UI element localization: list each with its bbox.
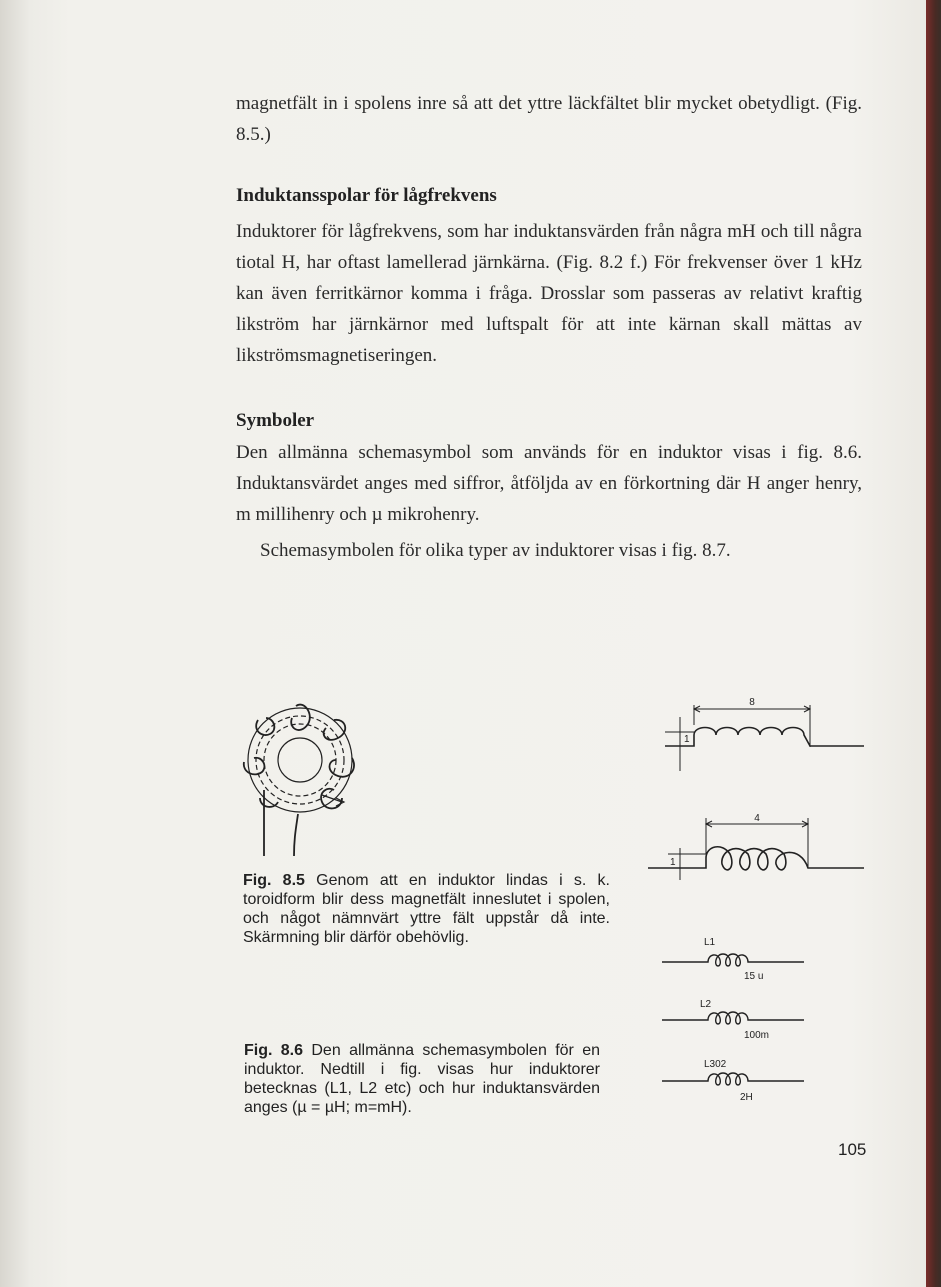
section-heading-lowfreq: Induktansspolar för lågfrekvens [236,185,497,206]
paragraph-intro: magnetfält in i spolens inre så att det yttre läckfältet blir mycket obetydligt. (Fig. 8.5.) [236,93,862,145]
dimension-height-label: 1 [684,734,690,745]
inductor-designation-label: L1 [704,937,716,948]
inductor-symbol-dimensioned-4 [640,812,870,882]
inductance-value-label: 100m [744,1030,770,1041]
figure-8-6-caption [244,1041,600,1117]
inductance-value-label: 2H [740,1092,753,1103]
figure-8-6-text: Den allmänna schemasymbolen för en induktor. Nedtill i fig. visas hur induktorer betecknas (L1, L2 etc) och hur induktansvärden anges (µ = µH; m=mH). [244,1042,600,1116]
paragraph-symbols-ref: Schemasymbolen för olika typer av induktorer visas i fig. 8.7. [260,540,731,561]
inductor-symbol-l302 [660,1054,820,1104]
toroid-inductor-drawing [238,698,368,858]
figure-8-6-label: Fig. 8.6 [244,1042,304,1059]
figure-8-5-text: Genom att en induktor lindas i s. k. toroidform blir dess magnetfält inneslutet i spolen, och något nämnvärt yttre fält uppstår då inte. Skärmning blir därför obehövlig. [243,872,611,946]
figure-8-5-label: Fig. 8.5 [243,872,305,889]
inductor-symbol-l2 [660,994,820,1044]
inductor-symbol-dimensioned-8 [660,695,870,775]
inductor-designation-label: L2 [700,999,712,1010]
figure-8-5-caption [243,871,610,947]
dimension-width-label: 8 [749,697,755,708]
inductor-designation-label: L302 [704,1059,727,1070]
inductor-symbol-l1 [660,934,820,984]
book-cover-edge [926,0,941,1287]
dimension-height-label: 1 [670,857,676,868]
dimension-width-label: 4 [754,813,760,824]
section-heading-symbols: Symboler [236,410,315,431]
paragraph-symbols: Den allmänna schemasymbol som används för en induktor visas i fig. 8.6. Induktansvärdet anges med siffror, åtföljda av en förkortning där H anger henry, m millihenry och µ mikrohenry. [236,442,862,525]
inductance-value-label: 15 u [744,971,764,982]
paragraph-lowfreq: Induktorer för lågfrekvens, som har induktansvärden från några mH och till några tiotal H, har oftast lamellerad järnkärna. (Fig. 8.2 f.) För frekvenser över 1 kHz kan även ferritkärnor komma i fråga. Drosslar som passeras av relativt kraftig likström har järnkärnor med luftspalt för att inte kärnan skall mättas av likströmsmagnetiseringen. [236,221,862,366]
page-number: 105 [838,1140,867,1159]
